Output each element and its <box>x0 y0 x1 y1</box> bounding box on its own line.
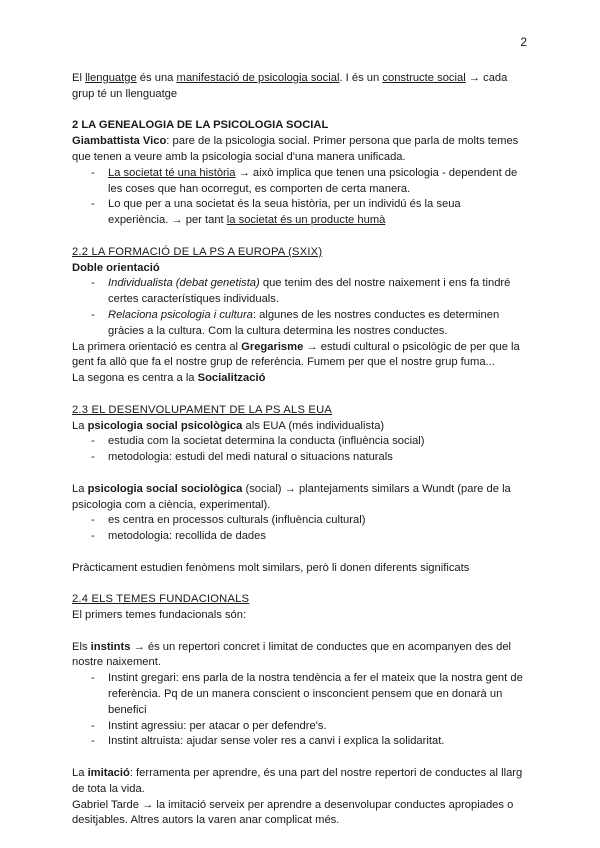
text: La <box>72 767 88 780</box>
text: → estudi cultural o psicològic de per que la gent fa allò que fa el nostre grup de referència. Fumem per que el nostre grup fuma... <box>72 340 520 369</box>
text: : pare de la psicologia social. Primer persona que parla de molts temes que tenen a veure amb la psicologia social d'una manera unificada. <box>72 135 519 163</box>
list-item: - metodologia: estudi del medi natural o situacions naturals <box>72 450 524 466</box>
underlined-term: la societat és un producte humà <box>226 214 386 227</box>
sociologica-list <box>72 513 524 545</box>
gregarisme-paragraph <box>72 340 524 372</box>
bold-term: psicologia social sociològica <box>87 482 243 495</box>
underlined-term: manifestació de psicologia social <box>176 72 340 84</box>
section-2-3-heading: 2.3 EL DESENVOLUPAMENT DE LA PS ALS EUA <box>72 403 333 416</box>
text: (social) → plantejaments similars a Wundt (pare de la psicologia com a ciència, experimental). <box>72 482 511 511</box>
text: → cada grup té un llenguatge <box>72 72 508 100</box>
underlined-term: La societat té una història <box>108 166 236 179</box>
list-item <box>72 276 524 308</box>
bold-term: instints <box>90 640 131 653</box>
section-2-2-subtitle: Doble orientació <box>72 261 160 274</box>
list-item <box>72 197 524 229</box>
text: La <box>72 482 88 495</box>
text: Lo que per a una societat és la seua història, per un individú és la seua experiència. → per tant <box>108 198 461 227</box>
bold-term: psicologia social psicològica <box>87 419 243 432</box>
underlined-term: llenguatge <box>85 72 137 84</box>
list-item: - es centra en processos culturals (influència cultural) <box>72 513 524 529</box>
list-item: - metodologia: recollida de dades <box>72 529 524 545</box>
list-item: - Instint agressiu: per atacar o per defendre's. <box>72 719 524 735</box>
list-item: - estudia com la societat determina la conducta (influència social) <box>72 434 524 450</box>
psicologica-paragraph <box>72 419 524 435</box>
instints-paragraph <box>72 640 524 672</box>
page-number: 2 <box>520 35 527 49</box>
bold-term: Socialització <box>197 372 266 385</box>
bold-term: Giambattista Vico <box>72 135 167 148</box>
section-2-2-list <box>72 276 524 339</box>
underlined-term: constructe social <box>382 72 466 84</box>
conclusion-paragraph: Pràcticament estudien fenòmens molt similars, però li donen diferents significats <box>72 561 470 574</box>
list-item: - Instint gregari: ens parla de la nostra tendència a fer el mateix que la nostra gent de referència. Pq de un manera conscient o insconcient pensem que en donarà un benefici <box>72 671 524 718</box>
text: El <box>72 72 86 84</box>
text: . I és un <box>339 72 383 84</box>
text: La <box>72 419 88 432</box>
section-2-list <box>72 166 524 229</box>
section-2-heading: 2 LA GENEALOGIA DE LA PSICOLOGIA SOCIAL <box>72 119 329 132</box>
text: → això implica que tenen una psicologia - dependent de les coses que han ocorregut, es comporten de certa manera. <box>108 166 518 195</box>
psicologica-list <box>72 434 524 466</box>
text: : ferramenta per aprendre, és una part del nostre repertori de conductes al llarg de tota la vida. <box>72 767 523 795</box>
section-2-4-heading: 2.4 ELS TEMES FUNDACIONALS <box>72 593 250 606</box>
section-2-4-intro: El primers temes fundacionals són: <box>72 609 247 622</box>
text: és una <box>136 72 177 84</box>
sociologica-paragraph <box>72 482 524 514</box>
document-body <box>72 71 524 829</box>
italic-term: Individualista (debat genetista) <box>108 277 260 290</box>
instints-list <box>72 671 524 750</box>
intro-paragraph <box>72 71 524 103</box>
text: que tenim des del nostre naixement i ens fa tindré certes característiques individuals. <box>108 277 511 306</box>
list-item <box>72 166 524 198</box>
italic-term: Relaciona psicologia i cultura <box>108 308 253 321</box>
text: → és un repertori concret i limitat de conductes que en acompanyen des del nostre naixement. <box>72 640 512 669</box>
section-2-2-heading: 2.2 LA FORMACIÓ DE LA PS A EUROPA (SXIX) <box>72 245 323 258</box>
text: : algunes de les nostres conductes es determinen gràcies a la cultura. Com la cultura determina les nostres conductes. <box>108 308 500 337</box>
vico-paragraph <box>72 134 524 166</box>
text: La primera orientació es centra al <box>72 340 242 353</box>
tarde-paragraph: Gabriel Tarde → la imitació serveix per aprendre a desenvolupar conductes apropiades o desitjables. Altres autors la varen anar complicat més. <box>72 798 514 827</box>
text: La segona es centra a la <box>72 372 198 385</box>
list-item: - Instint altruista: ajudar sense voler res a canvi i explica la solidaritat. <box>72 734 524 750</box>
bold-term: imitació <box>87 767 130 780</box>
bold-term: Gregarisme <box>241 340 304 353</box>
imitacio-paragraph <box>72 766 524 798</box>
list-item <box>72 308 524 340</box>
text: Els <box>72 640 91 653</box>
socialitzacio-paragraph <box>72 371 524 387</box>
text: als EUA (més individualista) <box>242 419 385 432</box>
